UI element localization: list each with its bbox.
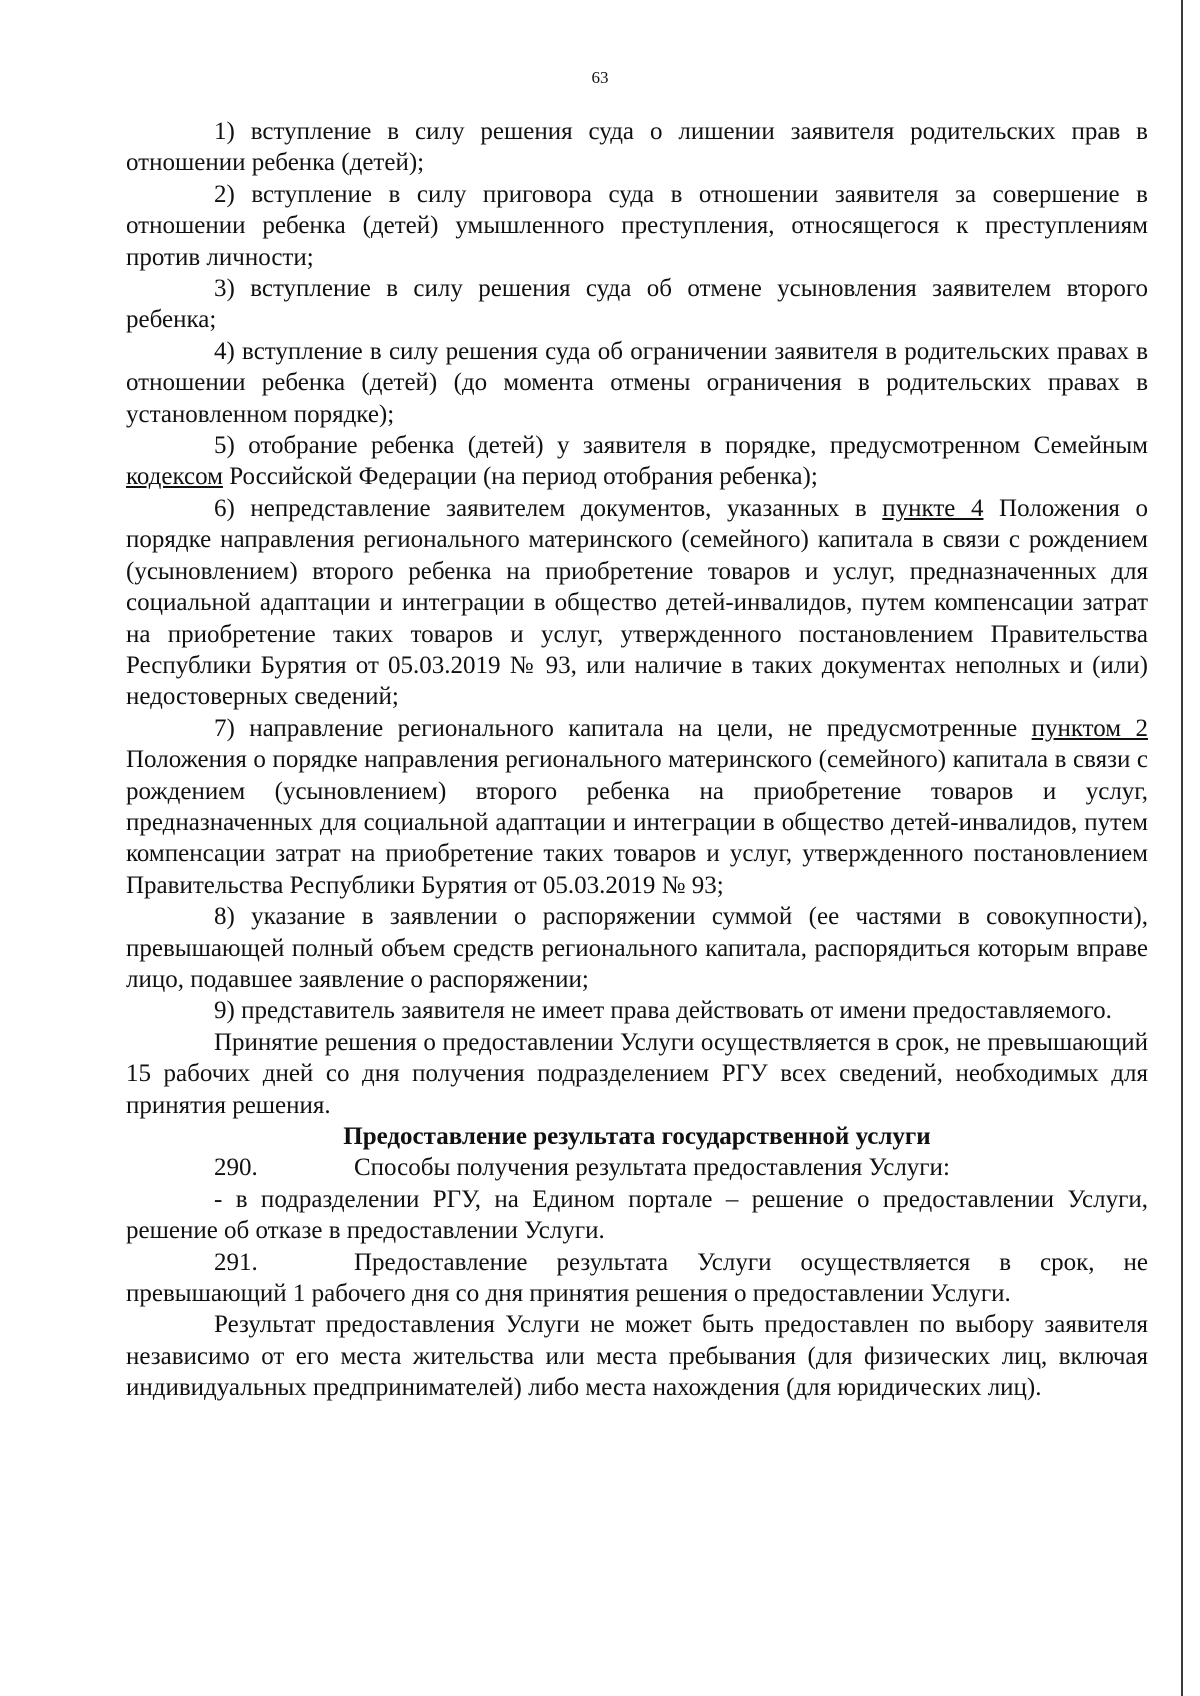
- list-item: [126, 713, 1148, 901]
- list-item: 1) вступление в силу решения суда о лишении заявителя родительских прав в отношении ребенка (детей);: [126, 118, 1148, 177]
- list-item: 9) представитель заявителя не имеет права действовать от имени предоставляемого.: [214, 997, 1112, 1025]
- item-text: Российской Федерации (на период отобрания ребенка);: [222, 463, 818, 491]
- list-item: 4) вступление в силу решения суда об ограничении заявителя в родительских правах в отношении ребенка (детей) (до момента отмены ограничения в родительских правах в установленном порядке);: [126, 337, 1148, 428]
- link-kodeks[interactable]: кодексом: [126, 463, 223, 491]
- paragraph-decision-term: Принятие решения о предоставлении Услуги осуществляется в срок, не превышающий 15 рабочих дней со дня получения подразделением РГУ всех сведений, необходимых для принятия решения.: [126, 1028, 1148, 1119]
- link-punkt-4[interactable]: пункте 4: [882, 494, 984, 522]
- list-item: [126, 493, 1148, 713]
- clause-290: [126, 1152, 1148, 1183]
- page-number: 63: [591, 68, 609, 87]
- item-text: Положения о порядке направления регионального материнского (семейного) капитала в связи с рождением (усыновлением) второго ребенка на приобретение товаров и услуг, предназначенных для социальной адаптации и интеграции в общество детей-инвалидов, путем компенсации затрат на приобретение таких товаров и услуг, утвержденного постановлением Правительства Республики Бурятия от 05.03.2019 № 93, или наличие в таких документах неполных и (или) недостоверных сведений;: [126, 494, 1148, 711]
- clause-text: Предоставление результата Услуги осуществляется в срок, не превышающий 1 рабочего дня со дня принятия решения о предоставлении Услуги.: [126, 1248, 1148, 1308]
- clause-number: 290.: [214, 1154, 258, 1182]
- clause-290-item: - в подразделении РГУ, на Едином портале – решение о предоставлении Услуги, решение об отказе в предоставлении Услуги.: [126, 1185, 1148, 1245]
- paragraph-final: Результат предоставления Услуги не может быть предоставлен по выбору заявителя независимо от его места жительства или места пребывания (для физических лиц, включая индивидуальных предпринимателей) либо места нахождения (для юридических лиц).: [126, 1311, 1148, 1402]
- list-item: 8) указание в заявлении о распоряжении суммой (ее частями в совокупности), превышающей полный объем средств регионального капитала, распорядиться которым вправе лицо, подавшее заявление о распоряжении;: [126, 903, 1148, 993]
- item-text: 5) отобрание ребенка (детей) у заявителя в порядке, предусмотренном Семейным: [214, 432, 1148, 460]
- page-edge-line: [1181, 0, 1183, 1696]
- clause-text: Способы получения результата предоставления Услуги:: [354, 1154, 950, 1182]
- list-item: 3) вступление в силу решения суда об отмене усыновления заявителем второго ребенка;: [126, 275, 1148, 334]
- item-text: 7) направление регионального капитала на цели, не предусмотренные: [214, 714, 1032, 742]
- item-text: 6) непредставление заявителем документов, указанных в: [214, 494, 883, 522]
- item-text: Положения о порядке направления регионального материнского (семейного) капитала в связи с рождением (усыновлением) второго ребенка на приобретение товаров и услуг, предназначенных для социальной адаптации и интеграции в общество детей-инвалидов, путем компенсации затрат на приобретение таких товаров и услуг, утвержденного постановлением Правительства Республики Бурятия от 05.03.2019 № 93;: [126, 746, 1148, 899]
- list-item: [126, 430, 1148, 493]
- clause-291: [126, 1247, 1148, 1310]
- clause-number: 291.: [214, 1248, 258, 1276]
- section-heading: Предоставление результата государственной услуги: [343, 1123, 931, 1150]
- link-punkt-2[interactable]: пунктом 2: [1031, 714, 1149, 742]
- list-item: 2) вступление в силу приговора суда в отношении заявителя за совершение в отношении ребенка (детей) умышленного преступления, относящегося к преступлениям против личности;: [126, 180, 1148, 271]
- document-body: [126, 116, 1148, 1404]
